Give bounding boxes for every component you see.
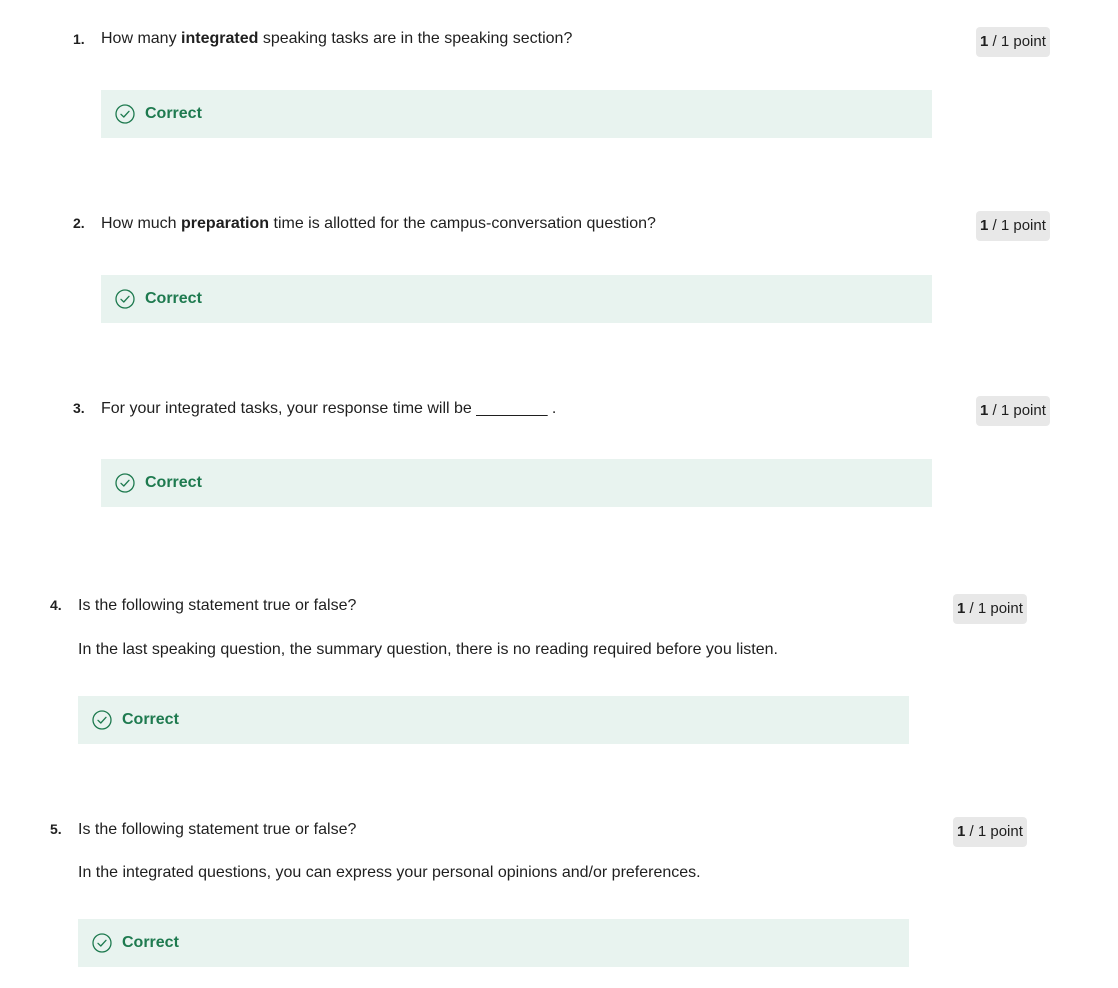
feedback-label: Correct	[122, 711, 179, 728]
question-text: For your integrated tasks, your response time will be ________ .	[101, 400, 557, 417]
feedback-label: Correct	[145, 474, 202, 491]
question-number: 1.	[73, 31, 85, 47]
points-earned: 1	[980, 402, 989, 419]
question-number: 3.	[73, 400, 85, 416]
check-circle-icon	[115, 473, 135, 493]
feedback-label: Correct	[145, 105, 202, 122]
question-text	[101, 215, 656, 233]
question-text: Is the following statement true or false?	[78, 821, 357, 838]
feedback-label: Correct	[145, 290, 202, 307]
points-badge	[953, 817, 1027, 847]
question-number: 4.	[50, 597, 62, 613]
question-text-part: How much	[101, 215, 182, 232]
points-earned: 1	[957, 823, 966, 840]
feedback-box	[78, 919, 909, 967]
question-text-bold: integrated	[181, 30, 259, 47]
points-badge	[976, 211, 1050, 241]
feedback-box	[101, 275, 932, 323]
points-earned: 1	[957, 600, 966, 617]
question-statement: In the integrated questions, you can express your personal opinions and/or preferences.	[78, 864, 701, 881]
points-total: / 1 point	[988, 402, 1046, 419]
question-text-bold: preparation	[181, 215, 270, 232]
question-text: Is the following statement true or false?	[78, 597, 357, 614]
feedback-box	[101, 459, 932, 507]
feedback-box	[101, 90, 932, 138]
question-number: 2.	[73, 215, 85, 231]
points-total: / 1 point	[988, 33, 1046, 50]
points-total: / 1 point	[965, 600, 1023, 617]
check-circle-icon	[92, 933, 112, 953]
points-earned: 1	[980, 217, 989, 234]
question-number: 5.	[50, 821, 62, 837]
check-circle-icon	[115, 289, 135, 309]
points-total: / 1 point	[965, 823, 1023, 840]
question-text	[101, 30, 572, 48]
points-total: / 1 point	[988, 217, 1046, 234]
points-badge	[976, 27, 1050, 57]
question-text-part: How many	[101, 30, 182, 47]
question-text-part: time is allotted for the campus-conversation question?	[269, 215, 656, 232]
points-earned: 1	[980, 33, 989, 50]
check-circle-icon	[92, 710, 112, 730]
feedback-label: Correct	[122, 934, 179, 951]
question-text-part: speaking tasks are in the speaking section?	[258, 30, 573, 47]
check-circle-icon	[115, 104, 135, 124]
points-badge	[976, 396, 1050, 426]
feedback-box	[78, 696, 909, 744]
question-statement: In the last speaking question, the summary question, there is no reading required before you listen.	[78, 641, 778, 658]
points-badge	[953, 594, 1027, 624]
